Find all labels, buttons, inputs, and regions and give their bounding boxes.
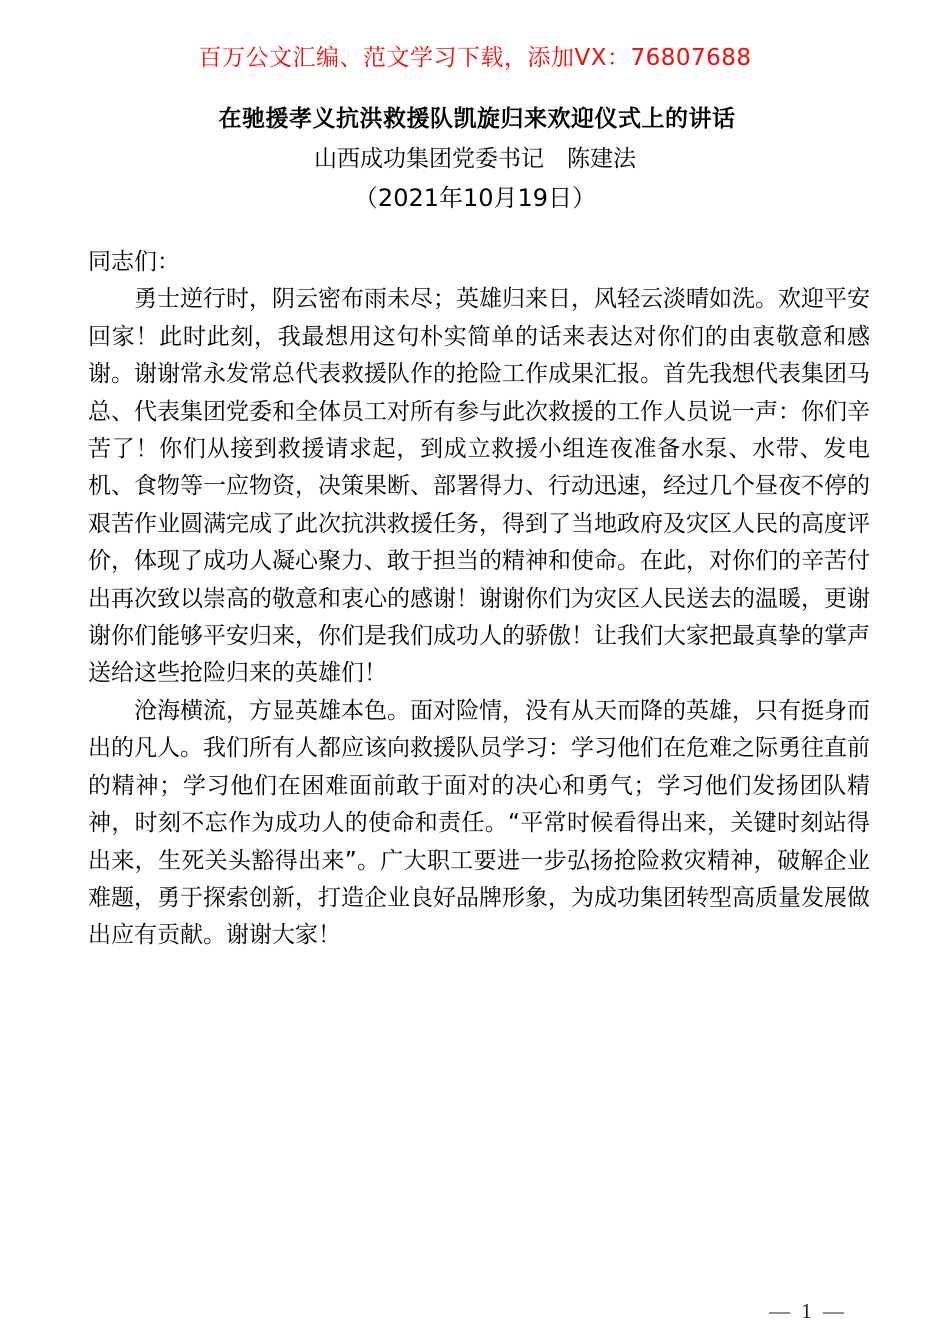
salutation-line: 同志们： <box>88 249 180 275</box>
body-paragraph: 沧海横流，方显英雄本色。面对险情，没有从天而降的英雄，只有挺身而出的凡人。我们所有人都应该向救援队员学习：学习他们在危难之际勇往直前的精神；学习他们在困难面前敢于面对的决心和勇气；学习他们发扬团队精神，时刻不忘作为成功人的使命和责任。“平常时候看得出来，关键时刻站得出来，生死关头豁得出来”。广大职工要进一步弘扬抢险救灾精神，破解企业难题，勇于探索创新，打造企业良好品牌形象，为成功集团转型高质量发展做出应有贡献。谢谢大家！ <box>88 697 870 949</box>
document-body <box>88 244 870 955</box>
document-date-line: （2021年10月19日） <box>353 184 597 212</box>
page-number: — 1 — <box>769 1299 847 1323</box>
document-title: 在驰援孝义抗洪救援队凯旋归来欢迎仪式上的讲话 <box>218 106 736 132</box>
body-paragraph: 勇士逆行时，阴云密布雨未尽；英雄归来日，风轻云淡晴如洗。欢迎平安回家！此时此刻，我最想用这句朴实简单的话来表达对你们的由衷敬意和感谢。谢谢常永发常总代表救援队作的抢险工作成果汇报。首先我想代表集团马总、代表集团党委和全体员工对所有参与此次救援的工作人员说一声：你们辛苦了！你们从接到救援请求起，到成立救援小组连夜准备水泵、水带、发电机、食物等一应物资，决策果断、部署得力、行动迅速，经过几个昼夜不停的艰苦作业圆满完成了此次抗洪救援任务，得到了当地政府及灾区人民的高度评价，体现了成功人凝心聚力、敢于担当的精神和使命。在此，对你们的辛苦付出再次致以崇高的敬意和衷心的感谢！谢谢你们为灾区人民送去的温暖，更谢谢你们能够平安归来，你们是我们成功人的骄傲！让我们大家把最真挚的掌声送给这些抢险归来的英雄们！ <box>88 286 870 687</box>
watermark-banner: 百万公文汇编、范文学习下载，添加VX：76807688 <box>198 45 752 71</box>
document-author-line: 山西成功集团党委书记 陈建法 <box>314 146 636 172</box>
